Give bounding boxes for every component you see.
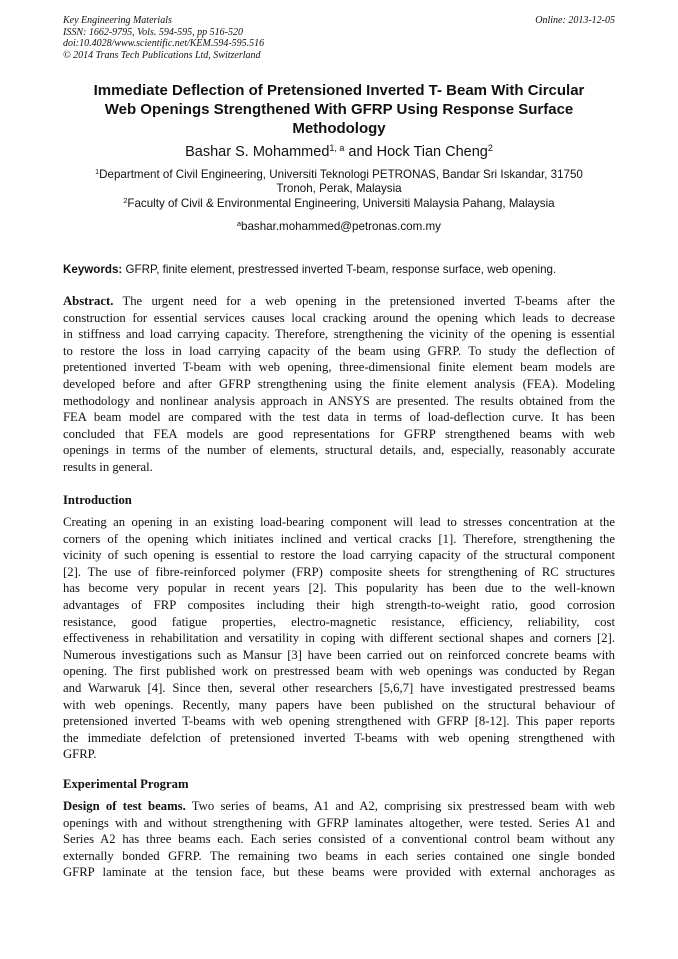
paragraph-line: has become very popular in recent years [2]. This popularity has been due to the well-known [63,581,615,596]
subsection-label: Design of test beams. [63,799,186,813]
email-address[interactable]: bashar.mohammed@petronas.com.my [241,220,441,233]
affiliation-2 [63,197,615,211]
section-heading-experimental: Experimental Program [63,777,189,791]
paragraph-line: vicinity of such opening is essential to restore the load carrying capacity of the structural component [63,548,615,563]
title-line: Immediate Deflection of Pretensioned Inverted T- Beam With Circular [93,82,585,99]
title-line: Web Openings Strengthened With GFRP Using Response Surface [104,101,574,118]
paragraph-line: openings with and without strengthening with GFRP laminates altogether, were tested. Series A1 and [63,815,615,830]
paragraph-line: effectiveness in rehabilitation and versatility in coping with different sectional shapes and corners [2]. [63,631,615,646]
paper-title [63,81,615,138]
abstract-line: in stiffness and load carrying capacity. Therefore, strengthening the vicinity of the opening is essential [63,327,615,342]
paragraph-line: the immediate defelction of pretensioned inverted T-beams with web opening strengthened with [63,730,615,745]
paragraph-line: Series A2 has three beams each. Each series consisted of a conventional control beam without any [63,832,615,847]
email-mark: a [237,219,242,229]
abstract [63,293,615,476]
abstract-text: The urgent need for a web opening in the pretensioned inverted T-beams after the [113,294,615,308]
affiliation-text: Tronoh, Perak, Malaysia [276,182,402,195]
experimental-body [63,798,615,881]
abstract-line: concluded that FEA models are good representations for GFRP strengthened beams with web [63,426,615,441]
journal-header [63,15,264,61]
abstract-line [63,293,615,310]
paragraph-line: and Warwaruk [4]. Since then, several other researchers [5,6,7] have investigated prestressed beams [63,680,615,695]
abstract-label: Abstract. [63,294,114,308]
paragraph-line: corners of the opening which initiates inclined and vertical cracks [1]. Therefore, strengthening the [63,531,615,546]
paragraph-line: Creating an opening in an existing load-bearing component will lead to stresses concentration at the [63,515,615,529]
journal-name: Key Engineering Materials [63,15,172,26]
paragraph-line: advantages of FRP composites including their high strength-to-weight ratio, good corrosion [63,597,615,612]
paragraph-line: GFRP. [63,747,97,762]
paragraph-line: GFRP laminate at the tension face, but these beams were provided with external anchorages as [63,865,615,880]
abstract-line: construction for essential services causes local cracking around the opening which leads to decrease [63,310,615,325]
paragraph-line: resistance, good fatigue properties, electro-magnetic resistance, efficiency, reliability, cost [63,614,615,629]
doi-line[interactable]: doi:10.4028/www.scientific.net/KEM.594-595.516 [63,38,265,49]
issn-line: ISSN: 1662-9795, Vols. 594-595, pp 516-520 [63,26,243,38]
abstract-line: openings in terms of the number of elements, structural details, and, especially, reasonably accurate [63,443,615,458]
keywords [63,263,615,277]
section-heading-introduction: Introduction [63,493,132,507]
author-email [63,220,615,234]
author-affiliation-mark: 2 [487,143,493,154]
copyright-line: © 2014 Trans Tech Publications Ltd, Switzerland [63,49,261,61]
paragraph-line: with web openings. Recently, many papers have been published on the structural behaviour of [63,697,615,712]
author-affiliation-mark: 1, a [329,143,345,154]
abstract-line: methodology and nonlinear analysis approach in ANSYS are presented. The results obtained from the [63,393,615,408]
introduction-body [63,514,615,763]
abstract-line: FEA beam model are compared with the test data in terms of load-deflection curve. It has been [63,410,615,425]
author-name: Hock Tian Cheng [376,144,488,160]
author-list [63,143,615,161]
paragraph-line: [2]. The use of fibre-reinforced polymer (FRP) composite sheets for strengthening of RC structures [63,564,615,579]
online-date: Online: 2013-12-05 [535,15,615,26]
keywords-text: GFRP, finite element, prestressed inverted T-beam, response surface, web opening. [122,263,557,276]
title-line: Methodology [292,120,386,137]
paragraph-line [63,798,615,815]
affiliation-text: Faculty of Civil & Environmental Engineering, Universiti Malaysia Pahang, Malaysia [127,197,555,210]
affiliation-text: Department of Civil Engineering, Universiti Teknologi PETRONAS, Bandar Sri Iskandar, 31750 [99,168,583,181]
affiliation-mark: 1 [95,167,100,177]
paragraph-line: pretensioned inverted T-beams with web opening strengthened with GFRP [8-12]. This paper reports [63,714,615,729]
paragraph-line: opening. The first published work on prestressed beam with web openings was conducted by Regan [63,664,615,679]
paragraph-line: externally bonded GFRP. The remaining two beams in each series contained one single bonded [63,848,615,863]
abstract-line: results in general. [63,459,153,474]
abstract-line: developed before and after GFRP strengthening using the finite element analysis (FEA). Modeling [63,376,615,391]
affiliation-1 [63,168,615,196]
author-separator: and [344,144,377,160]
abstract-line: to restore the loss in load carrying capacity of the beam using GFRP. To study the deflection of [63,343,615,358]
keywords-label: Keywords: [63,263,123,276]
abstract-line: pretentioned inverted T-beam with web opening, three-dimensional finite element beam models are [63,360,615,375]
author-name: Bashar S. Mohammed [185,144,330,160]
paragraph-line: Numerous investigations such as Mansur [3] have been carried out on reinforced concrete beams with [63,647,615,662]
affiliation-mark: 2 [123,196,128,206]
paragraph-text: Two series of beams, A1 and A2, comprising six prestressed beam with web [185,799,615,813]
